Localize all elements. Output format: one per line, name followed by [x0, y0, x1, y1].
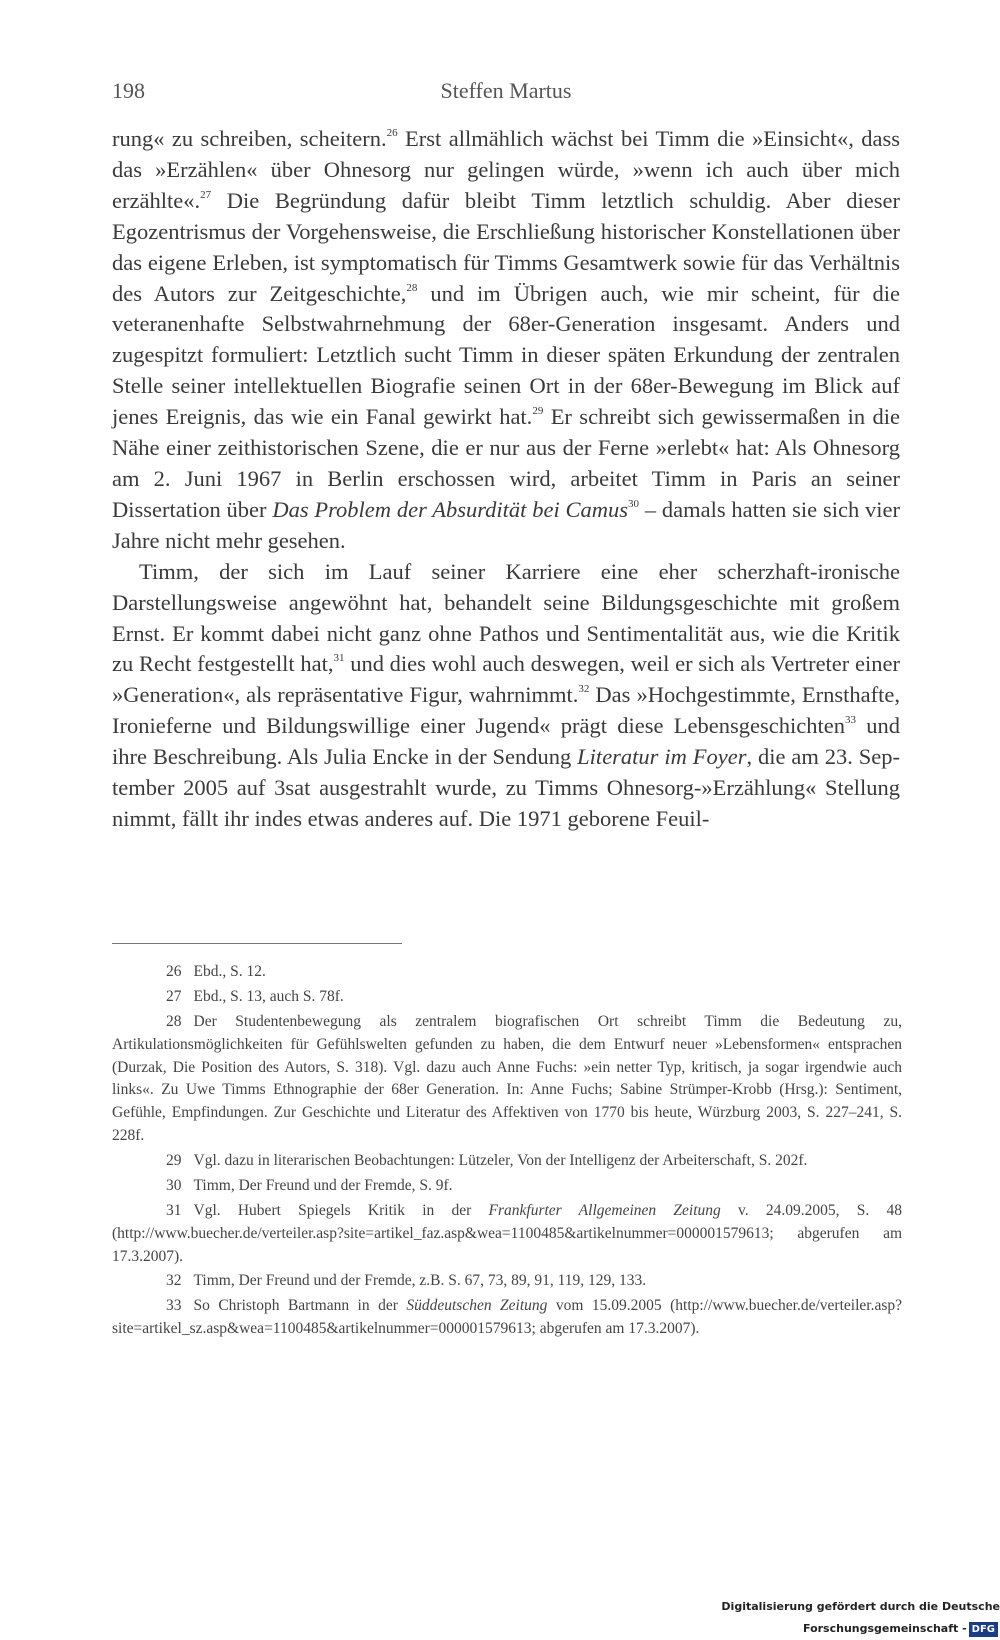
footnote-text: Timm, Der Freund und der Fremde, z.B. S. 67, 73, 89, 91, 119, 129, 133. [193, 1272, 647, 1290]
dfg-logo: DFG [969, 1622, 998, 1637]
body-paragraph [112, 124, 900, 557]
funding-notice: Digitalisierung gefördert durch die Deutsche Forschungsgemeinschaft - [721, 1600, 1000, 1635]
footnote-ref: 32 [578, 683, 590, 696]
footnote-ref: 28 [406, 281, 418, 294]
footnote-ref: 29 [532, 405, 544, 418]
footnote [112, 1011, 902, 1148]
italic-title: Süddeutschen Zeitung [406, 1297, 548, 1315]
text-run: Die Begründung dafür bleibt Timm letztlich schuldig. Aber dieser Egozentrismus der Vorgehensweise, die Erschließung historischer Konstellationen über das eigene Erleben, ist symptomatisch für Timms Gesamtwerk sowie für das Verhältnis des Autors zur Zeitgeschichte, [112, 187, 900, 306]
footnote-text: vom 15.09.2005 (http://www.buecher.de/verteiler.asp?site=artikel_sz.asp&wea=1100485&artikelnummer=000001579613; abgerufen am 17.3.2007). [112, 1297, 902, 1338]
text-run: und ihre Beschreibung. Als Julia Encke in der Sendung [112, 713, 900, 770]
footnote-ref: 27 [200, 188, 212, 201]
footnote-number: 28 [166, 1012, 182, 1030]
footnote [112, 1200, 902, 1268]
page-header [112, 78, 900, 108]
body-paragraph [112, 557, 900, 835]
text-run: und dies wohl auch deswegen, weil er sich als Vertreter einer »Generation«, als repräsentative Figur, wahrnimmt. [112, 651, 900, 708]
text-run: Das »Hochgestimmte, Ernsthafte, Ironieferne und Bildungswillige einer Jugend« prägt diese Lebensgeschichten [112, 682, 900, 739]
footnote-text: So Christoph Bartmann in der [193, 1297, 407, 1315]
footnote [112, 986, 902, 1009]
footnote [112, 1175, 902, 1198]
text-run: und im Übrigen auch, wie mir scheint, für die veteranenhafte Selbstwahrnehmung der 68er-Generation insgesamt. Anders und zugespitzt formuliert: Letztlich sucht Timm in dieser späten Erkundung der zentralen Stelle seiner intellektuellen Biografie seinen Ort in der 68er-Bewegung im Blick auf jenes Ereignis, das wie ein Fanal gewirkt hat. [112, 280, 900, 430]
italic-title: Das Problem der Absurdität bei Camus [272, 496, 629, 522]
footnote-number: 32 [166, 1272, 182, 1290]
italic-title: Frankfurter Allgemeinen Zeitung [488, 1201, 721, 1219]
footnote [112, 1270, 902, 1293]
footnote-number: 31 [166, 1201, 182, 1219]
main-text [112, 124, 900, 835]
text-run: rung« zu schreiben, scheitern. [112, 126, 387, 151]
footnote-text: v. 24.09.2005, S. 48 (http://www.buecher.de/verteiler.asp?site=artikel_faz.asp&wea=1100485&artikelnummer=000001579613; abgerufen am 17.3.2007). [112, 1201, 902, 1265]
footnotes [112, 961, 902, 1343]
footnote-text: Der Studentenbewegung als zentralem biografischen Ort schreibt Timm die Bedeutung zu, Artikulationsmöglichkeiten für Gefühlswelten gefunden zu haben, die dem Entwurf neuer »Lebensformen« entsprachen (Durzak, Die Position des Autors, S. 318). Vgl. dazu auch Anne Fuchs: »ein netter Typ, kritisch, ja sogar irgendwie auch links«. Zu Uwe Timms Ethnographie der 68er Generation. In: Anne Fuchs; Sabine Strümper-Krobb (Hrsg.): Sentiment, Gefühle, Empfindungen. Zur Geschichte und Literatur des Affektiven von 1770 bis heute, Würzburg 2003, S. 227–241, S. 228f. [112, 1012, 902, 1144]
footnote-number: 29 [166, 1151, 182, 1169]
page-number: 198 [112, 78, 145, 103]
footnote-text: Vgl. Hubert Spiegels Kritik in der [193, 1201, 489, 1219]
footnote-number: 27 [166, 987, 182, 1005]
text-run: , die am 23. September 2005 auf 3sat ausgestrahlt wurde, zu Timms Ohnesorg-»Erzählung« Stellung nimmt, fällt ihr indes etwas anderes auf. Die 1971 geborene Feuil- [112, 744, 900, 831]
digitization-footer [580, 1596, 1000, 1635]
text-run: – damals hatten sie sich vier Jahre nicht mehr gesehen. [112, 496, 901, 553]
text-run: Erst allmählich wächst bei Timm die »Einsicht«, dass das »Erzählen« über Ohnesorg nur gelingen würde, »wenn ich auch über mich erzählte«. [112, 126, 900, 213]
footnote-number: 30 [166, 1176, 182, 1194]
footnote-ref: 30 [628, 497, 640, 510]
footnote-separator [112, 943, 402, 944]
footnote [112, 961, 902, 984]
footnote-number: 26 [166, 963, 182, 980]
footnote-text: Timm, Der Freund und der Fremde, S. 9f. [193, 1176, 453, 1194]
text-run: Timm, der sich im Lauf seiner Karriere eine eher scherzhaft-ironische Darstellungsweise angewöhnt hat, behandelt seine Bildungsgeschichte mit großem Ernst. Er kommt dabei nicht ganz ohne Pathos und Sentimentalität aus, wie die Kritik zu Recht festgestellt hat, [112, 558, 900, 677]
footnote [112, 1295, 902, 1341]
footnote [112, 1150, 902, 1173]
footnote-number: 33 [166, 1297, 182, 1315]
footnote-text: Vgl. dazu in literarischen Beobachtungen: Lützeler, Von der Intelligenz der Arbeiterschaft, S. 202f. [193, 1151, 808, 1169]
footnote-text: Ebd., S. 12. [193, 963, 266, 980]
text-run: Er schreibt sich gewissermaßen in die Nähe einer zeithistorischen Szene, die er nur aus der Ferne »erlebt« hat: Als Ohnesorg am 2. Juni 1967 in Berlin erschossen wird, arbeitet Timm in Paris an seiner Dissertation über [112, 404, 900, 522]
footnote-ref: 33 [844, 714, 856, 727]
footnote-ref: 26 [386, 127, 398, 139]
footnote-text: Ebd., S. 13, auch S. 78f. [193, 987, 344, 1005]
italic-title: Literatur im Foyer [577, 744, 747, 770]
running-head: Steffen Martus [440, 78, 572, 103]
footnote-ref: 31 [333, 652, 345, 665]
